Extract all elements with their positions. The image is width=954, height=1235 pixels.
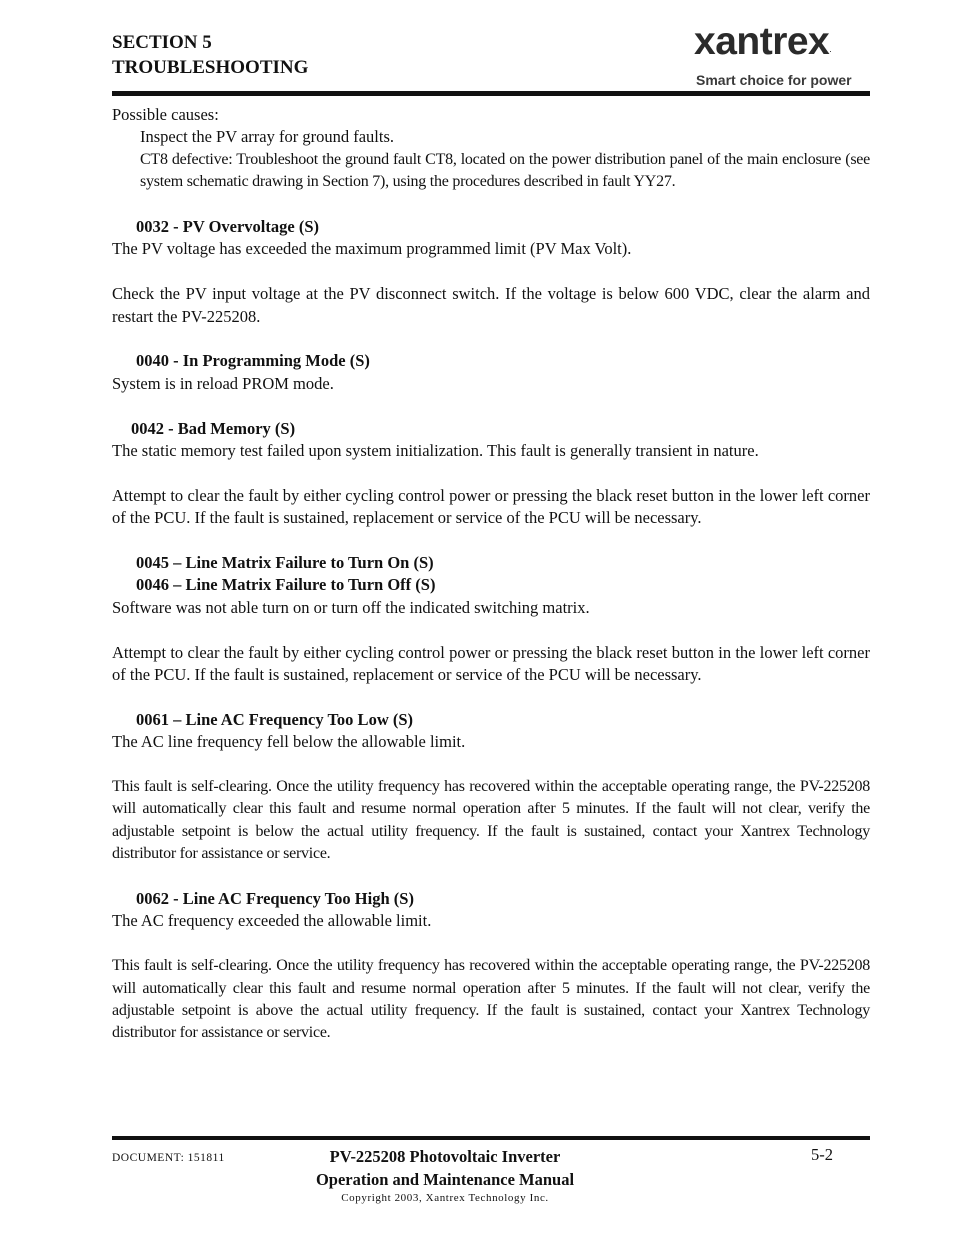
fault-heading-0061: 0061 – Line AC Frequency Too Low (S) [136, 709, 414, 729]
fault-action: Attempt to clear the fault by either cycling control power or pressing the black reset button in the lower left corner of the PCU. If the fault is sustained, replacement or service of the PCU will be necessary. [112, 485, 870, 528]
manual-title-line1: PV-225208 Photovoltaic Inverter [329, 1147, 561, 1166]
page-body [112, 104, 870, 1045]
fault-heading-0032: 0032 - PV Overvoltage (S) [136, 217, 319, 237]
section-header [112, 30, 308, 80]
logo-wordmark: xantrex [694, 20, 830, 63]
section-number: SECTION 5 [112, 32, 212, 53]
footer-title-block [250, 1145, 640, 1204]
manual-title-line2: Operation and Maintenance Manual [315, 1170, 575, 1189]
document-number: DOCUMENT: 151811 [112, 1152, 225, 1164]
fault-description: System is in reload PROM mode. [112, 373, 334, 393]
fault-heading-0045: 0045 – Line Matrix Failure to Turn On (S) [136, 553, 434, 573]
fault-action: Attempt to clear the fault by either cycling control power or pressing the black reset button in the lower left corner of the PCU. If the fault is sustained, replacement or service of the PCU will be necessary. [112, 642, 870, 685]
fault-heading-0062: 0062 - Line AC Frequency Too High (S) [136, 889, 414, 909]
fault-description: Software was not able turn on or turn off the indicated switching matrix. [112, 597, 590, 617]
header-rule [112, 91, 870, 96]
fault-heading-0046: 0046 – Line Matrix Failure to Turn Off (S) [136, 575, 436, 595]
fault-action: This fault is self-clearing. Once the utility frequency has recovered within the acceptable operating range, the PV-225208 will automatically clear this fault and resume normal operation after 5 minutes. If the fault will not clear, verify the adjustable setpoint is above the actual utility frequency. If the fault is sustained, contact your Xantrex Technology distributor for assistance or service. [112, 957, 870, 1042]
possible-causes-label: Possible causes: [112, 105, 219, 124]
page-number: 5-2 [811, 1145, 833, 1164]
fault-heading-0042: 0042 - Bad Memory (S) [131, 418, 296, 438]
fault-action: Check the PV input voltage at the PV disconnect switch. If the voltage is below 600 VDC, clear the alarm and restart the PV-225208. [112, 284, 870, 326]
footer-rule [112, 1136, 870, 1140]
fault-description: The AC line frequency fell below the allowable limit. [112, 732, 466, 752]
fault-description: The PV voltage has exceeded the maximum programmed limit (PV Max Volt). [112, 239, 632, 259]
fault-action: This fault is self-clearing. Once the utility frequency has recovered within the acceptable operating range, the PV-225208 will automatically clear this fault and resume normal operation after 5 minutes. If the fault will not clear, verify the adjustable setpoint is below the actual utility frequency. If the fault is sustained, contact your Xantrex Technology distributor for assistance or service. [112, 778, 870, 863]
fault-heading-0040: 0040 - In Programming Mode (S) [136, 351, 370, 371]
xantrex-logo: xantrex. Smart choice for power [694, 22, 864, 88]
fault-description: The static memory test failed upon system initialization. This fault is generally transient in nature. [112, 441, 759, 461]
section-title: TROUBLESHOOTING [112, 57, 309, 78]
logo-tagline: Smart choice for power [696, 72, 852, 88]
cause-item: Inspect the PV array for ground faults. [140, 127, 395, 147]
fault-description: The AC frequency exceeded the allowable limit. [112, 911, 432, 931]
copyright-notice: Copyright 2003, Xantrex Technology Inc. [341, 1192, 549, 1204]
cause-item: CT8 defective: Troubleshoot the ground fault CT8, located on the power distribution panel of the main enclosure (see system schematic drawing in Section 7), using the procedures described in fault YY27. [140, 150, 870, 191]
